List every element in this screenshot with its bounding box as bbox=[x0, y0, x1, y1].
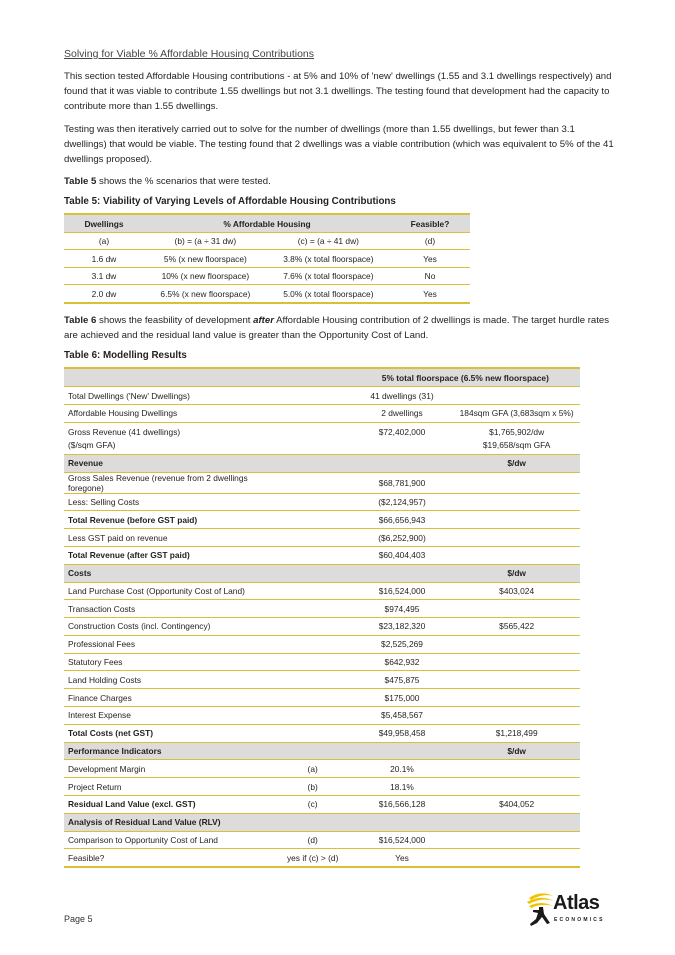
paragraph-4: Table 6 shows the feasbility of development after Affordable Housing contribution of 2 dwellings is made. The target hurdle rates are achieved and the residual land value is greater than the Opportunity Cost of Land. bbox=[64, 314, 610, 342]
table-row: Affordable Housing Dwellings 2 dwellings 184sqm GFA (3,683sqm x 5%) bbox=[64, 404, 580, 422]
table-5-subheader-row: (a) (b) = (a ÷ 31 dw) (c) = (a ÷ 41 dw) (d) bbox=[64, 232, 470, 250]
table-row: 3.1 dw 10% (x new floorspace) 7.6% (x total floorspace) No bbox=[64, 267, 470, 285]
table-5-reference: Table 5 bbox=[64, 176, 97, 188]
table-row: Gross Sales Revenue (revenue from 2 dwellings foregone) $68,781,900 bbox=[64, 472, 580, 493]
table-row: 2.0 dw 6.5% (x new floorspace) 5.0% (x total floorspace) Yes bbox=[64, 285, 470, 303]
revenue-section-header: Revenue $/dw bbox=[64, 454, 580, 472]
table-row: Professional Fees $2,525,269 bbox=[64, 635, 580, 653]
logo-wordmark: Atlas bbox=[553, 892, 600, 914]
table-row: Development Margin (a) 20.1% bbox=[64, 760, 580, 778]
table-6-reference: Table 6 bbox=[64, 314, 97, 326]
table-row: Feasible? yes if (c) > (d) Yes bbox=[64, 849, 580, 867]
table-row: Less: Selling Costs ($2,124,957) bbox=[64, 493, 580, 511]
costs-section-header: Costs $/dw bbox=[64, 564, 580, 582]
table-row: Interest Expense $5,458,567 bbox=[64, 707, 580, 725]
header-affordable-housing: % Affordable Housing bbox=[144, 214, 390, 232]
table-row: Statutory Fees $642,932 bbox=[64, 653, 580, 671]
table-row: Total Revenue (before GST paid) $66,656,943 bbox=[64, 511, 580, 529]
atlas-figure-icon bbox=[523, 890, 557, 930]
table-row: Transaction Costs $974,495 bbox=[64, 600, 580, 618]
rlv-section-header: Analysis of Residual Land Value (RLV) bbox=[64, 813, 580, 831]
logo-subtitle: ECONOMICS bbox=[554, 917, 605, 923]
table-row: Less GST paid on revenue ($6,252,900) bbox=[64, 529, 580, 547]
header-feasible: Feasible? bbox=[390, 214, 470, 232]
table-row: Gross Revenue (41 dwellings) ($/sqm GFA) $72,402,000 $1,765,902/dw $19,658/sqm GFA bbox=[64, 422, 580, 454]
table-row: Total Dwellings ('New' Dwellings) 41 dwellings (31) bbox=[64, 387, 580, 405]
table-row: Project Return (b) 18.1% bbox=[64, 778, 580, 796]
table-6-scenario-header bbox=[64, 368, 580, 386]
table-row: Residual Land Value (excl. GST) (c) $16,566,128 $404,052 bbox=[64, 796, 580, 814]
table-6-caption: Table 6: Modelling Results bbox=[64, 350, 187, 362]
paragraph-2: Testing was then iteratively carried out to solve for the number of dwellings (more than 1.55 dwellings, but fewer than 3.1 dwellings) that would be viable. The testing found that 2 dwellings was a viable contribution (which was equivalent to 5% of the 41 dwellings proposed). bbox=[64, 123, 614, 166]
table-row: Land Holding Costs $475,875 bbox=[64, 671, 580, 689]
table-row: 1.6 dw 5% (x new floorspace) 3.8% (x total floorspace) Yes bbox=[64, 250, 470, 268]
table-5-caption: Table 5: Viability of Varying Levels of Affordable Housing Contributions bbox=[64, 196, 396, 208]
table-row: Construction Costs (incl. Contingency) $23,182,320 $565,422 bbox=[64, 618, 580, 636]
performance-section-header: Performance Indicators $/dw bbox=[64, 742, 580, 760]
table-row: Total Costs (net GST) $49,958,458 $1,218,499 bbox=[64, 724, 580, 742]
atlas-economics-logo bbox=[523, 890, 618, 930]
scenario-header: 5% total floorspace (6.5% new floorspace) bbox=[351, 368, 580, 386]
page-number: Page 5 bbox=[64, 914, 93, 924]
table-row: Land Purchase Cost (Opportunity Cost of Land) $16,524,000 $403,024 bbox=[64, 582, 580, 600]
paragraph-3: Table 5 shows the % scenarios that were tested. bbox=[64, 176, 271, 188]
table-5 bbox=[64, 213, 470, 304]
table-row: Comparison to Opportunity Cost of Land (d) $16,524,000 bbox=[64, 831, 580, 849]
paragraph-1: This section tested Affordable Housing contributions - at 5% and 10% of 'new' dwellings (1.55 and 3.1 dwellings respectively) and found that it was viable to contribute 1.55 dwellings but not 3.1 dwellings. The testing found that development had the capacity to contribute more than 1.55 dwellings. bbox=[64, 71, 612, 113]
header-dwellings: Dwellings bbox=[64, 214, 144, 232]
table-row: Finance Charges $175,000 bbox=[64, 689, 580, 707]
page-content bbox=[64, 48, 614, 868]
emphasis-after: after bbox=[253, 314, 274, 326]
table-5-header-row bbox=[64, 214, 470, 232]
table-6 bbox=[64, 367, 580, 868]
section-heading: Solving for Viable % Affordable Housing Contributions bbox=[64, 48, 315, 60]
table-row: Total Revenue (after GST paid) $60,404,403 bbox=[64, 546, 580, 564]
